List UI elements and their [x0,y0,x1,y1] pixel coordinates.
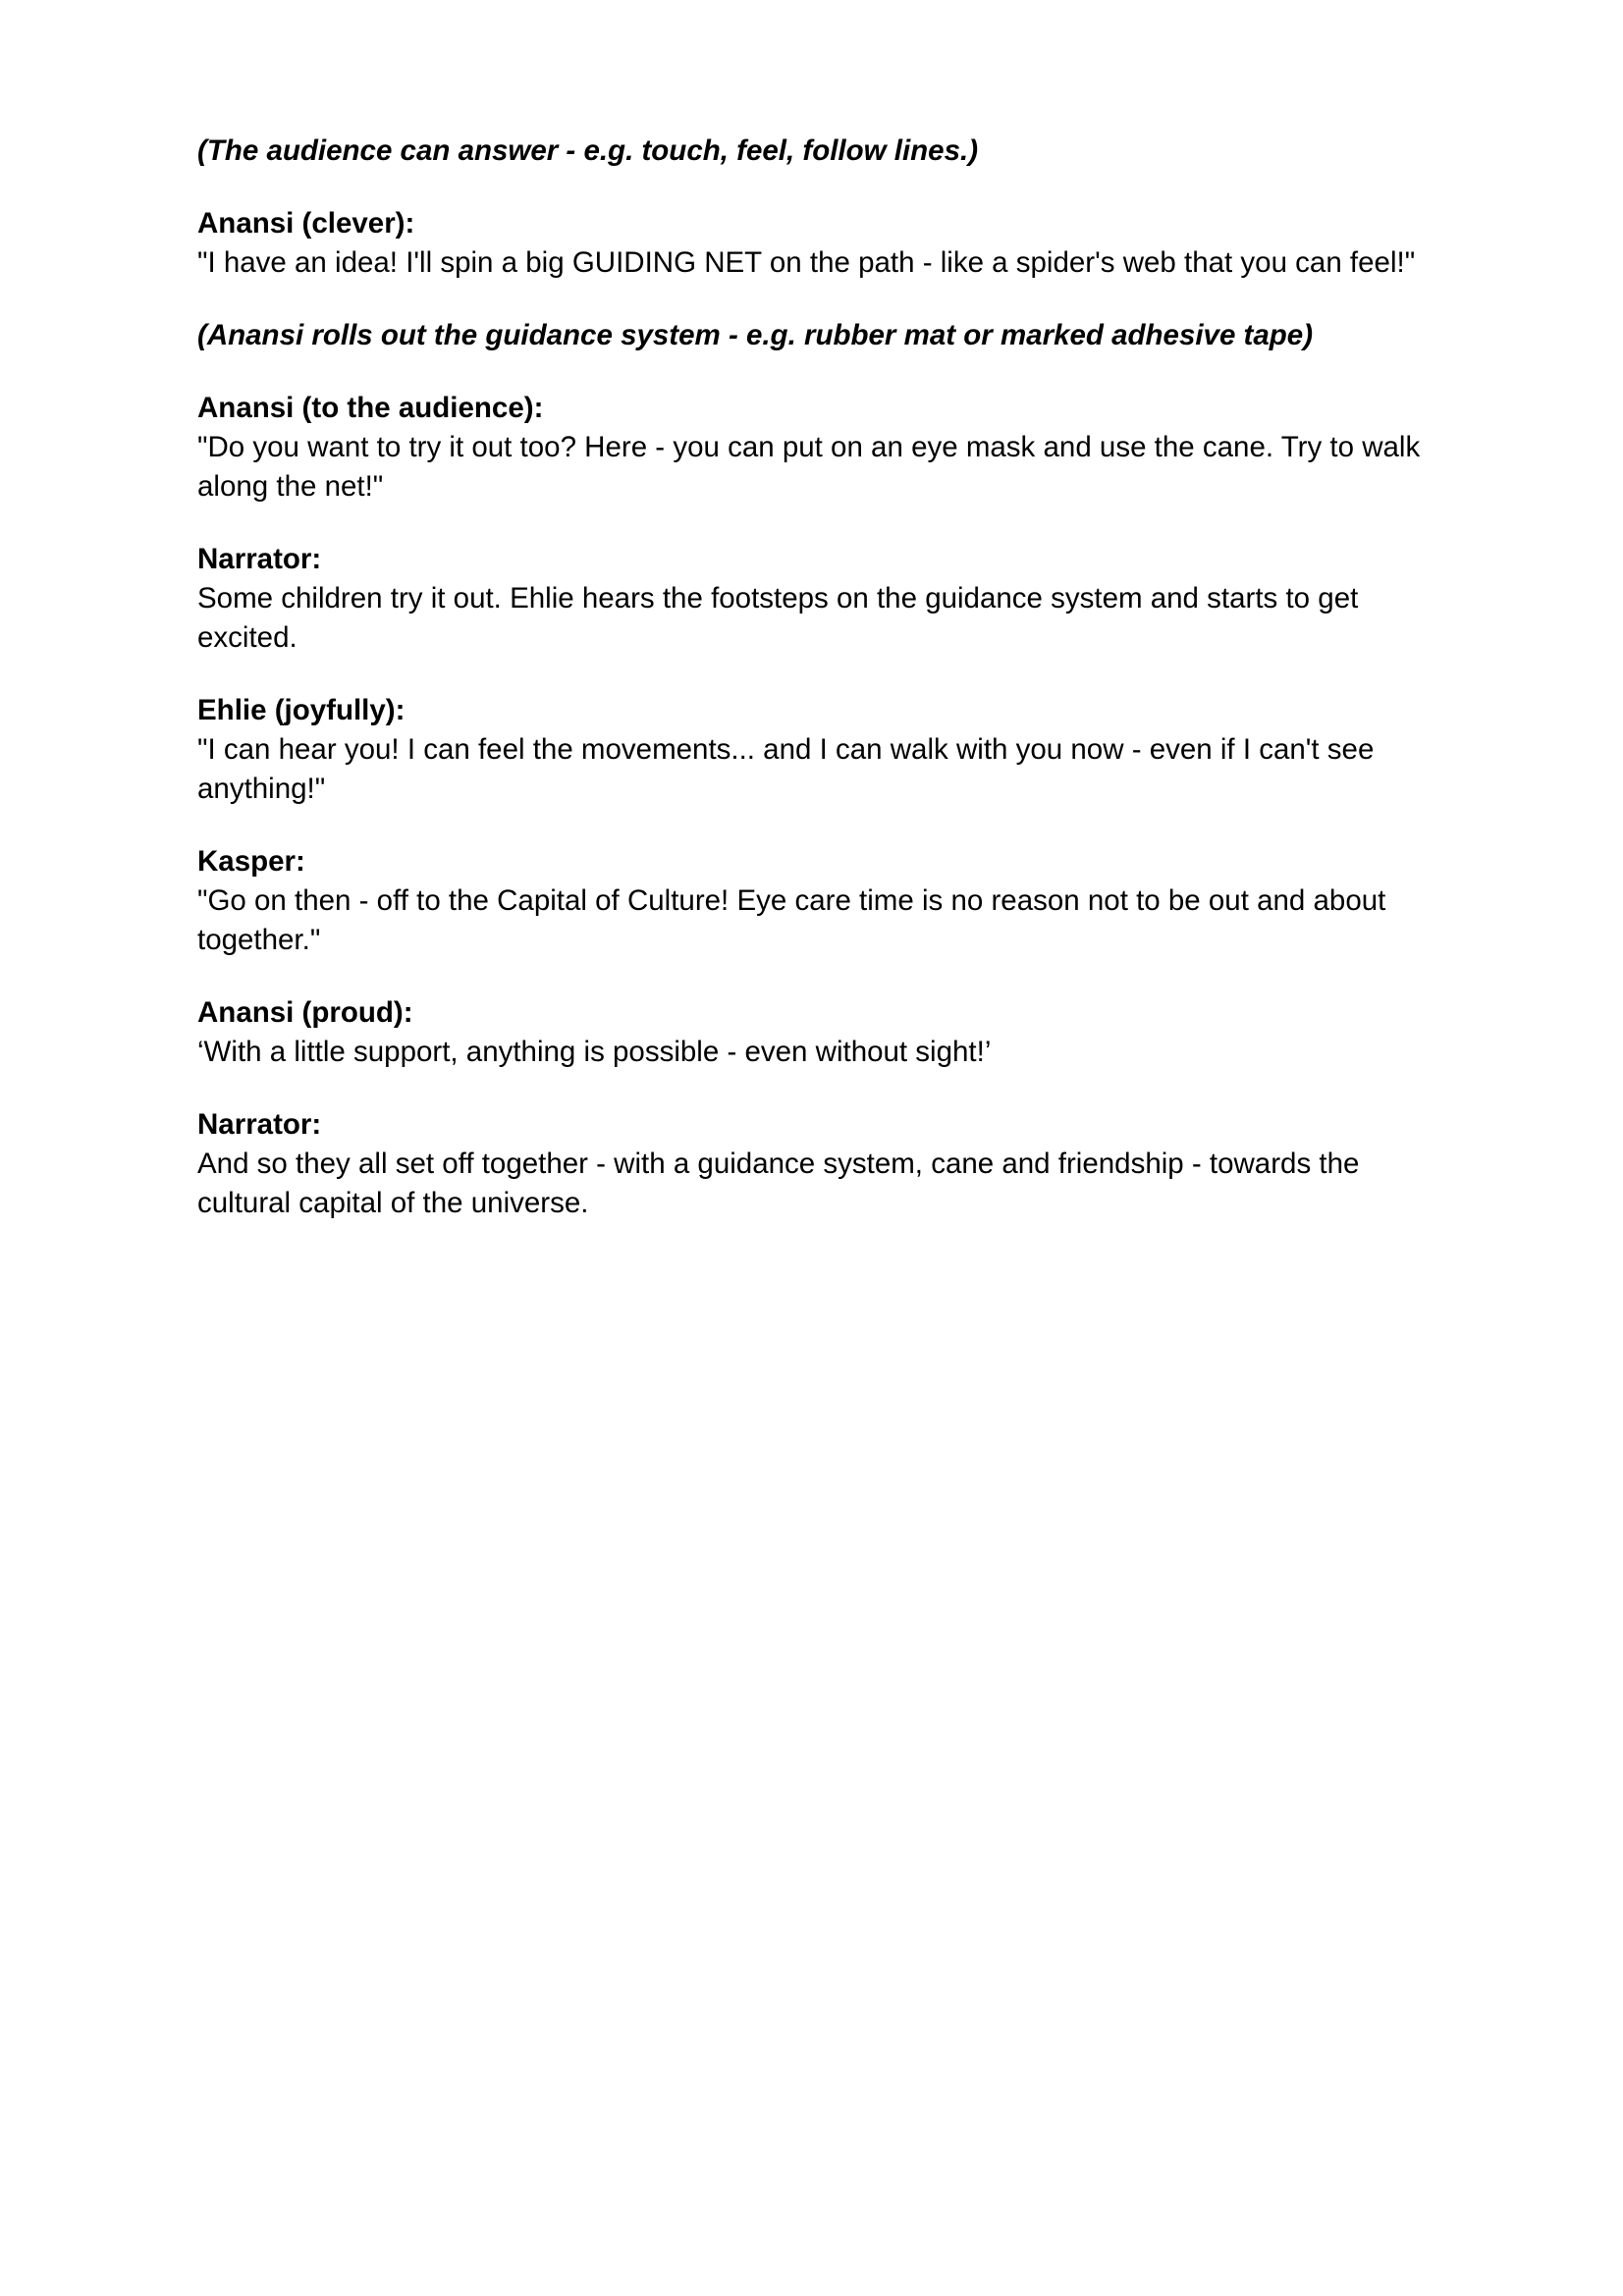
speaker-name: Anansi (proud): [197,996,413,1029]
speaker-name: Ehlie (joyfully): [197,694,406,726]
dialogue-block-anansi-audience [197,389,1434,507]
speaker-name: Kasper: [197,845,305,878]
speaker-name: Anansi (clever): [197,207,415,240]
dialogue-block-kasper [197,842,1434,960]
dialogue-block-anansi-clever [197,204,1434,283]
speaker-name: Anansi (to the audience): [197,392,544,424]
stage-direction-guidance-system: (Anansi rolls out the guidance system - e.g. rubber mat or marked adhesive tape) [197,319,1314,351]
speaker-name: Narrator: [197,543,322,575]
document-page [197,132,1434,1256]
dialogue-text: "I can hear you! I can feel the movements... and I can walk with you now - even if I can't see anything!" [197,733,1375,805]
dialogue-block-ehlie [197,691,1434,809]
stage-direction-audience-answer: (The audience can answer - e.g. touch, feel, follow lines.) [197,134,979,167]
dialogue-text: "I have an idea! I'll spin a big GUIDING NET on the path - like a spider's web that you can feel!" [197,246,1416,279]
dialogue-text: "Go on then - off to the Capital of Culture! Eye care time is no reason not to be out and about together." [197,884,1386,956]
dialogue-block-narrator-1 [197,540,1434,658]
dialogue-text: "Do you want to try it out too? Here - you can put on an eye mask and use the cane. Try to walk along the net!" [197,431,1421,503]
dialogue-text: Some children try it out. Ehlie hears the footsteps on the guidance system and starts to get excited. [197,582,1359,654]
speaker-name: Narrator: [197,1108,322,1141]
dialogue-text: And so they all set off together - with a guidance system, cane and friendship - towards the cultural capital of the universe. [197,1148,1360,1219]
dialogue-block-anansi-proud [197,993,1434,1072]
dialogue-text: ‘With a little support, anything is possible - even without sight!’ [197,1036,992,1068]
dialogue-block-narrator-2 [197,1105,1434,1223]
